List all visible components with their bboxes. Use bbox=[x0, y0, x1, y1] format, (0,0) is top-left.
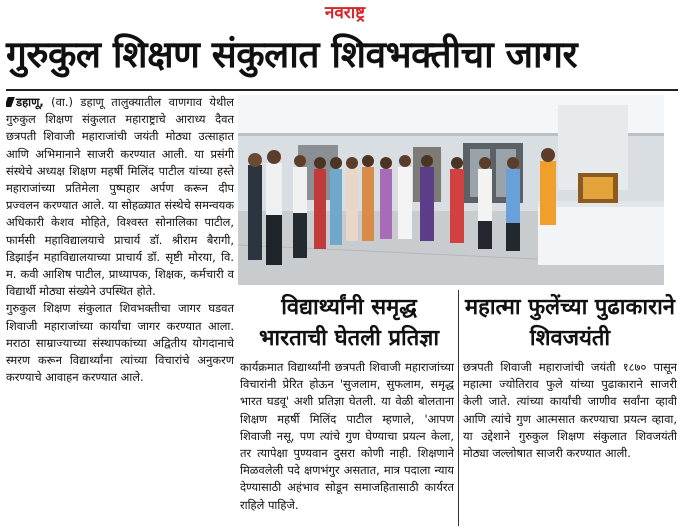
dateline-marker-icon bbox=[6, 97, 15, 107]
story-right-body: छत्रपती शिवाजी महाराजांची जयंती १८७० पासून महात्मा ज्योतिराव फुले यांच्या पुढाकाराने साजरी केली जाते. त्यांच्या कार्यांची जाणीव सर्वांना व्हावी आणि त्यांचे गुण आत्मसात करण्याचा प्रयत्न व्हावा, या उद्देशाने गुरुकुल शिक्षण संकुलात शिवजयंती मोठ्या जल्लोषात साजरी करण्यात आली. bbox=[463, 360, 677, 461]
story-left-para-1 bbox=[6, 94, 234, 300]
story-left bbox=[6, 94, 234, 530]
headline: गुरुकुल शिक्षण संकुलात शिवभक्तीचा जागर bbox=[6, 33, 578, 76]
section-label: नवराष्ट्र bbox=[324, 3, 366, 23]
story-left-lead: (वा.) डहाणू तालुक्यातील वाणगाव येथील गुरुकुल शिक्षण संकुलात महाराष्ट्राचे आराध्य दैवत छत्रपती शिवाजी महाराजांची जयंती मोठ्या उत्साहात आणि अभिमानाने साजरी करण्यात आली. या प्रसंगी संस्थेचे अध्यक्ष शिक्षण महर्षी मिलिंद पाटील यांच्या हस्ते महाराजांच्या प्रतिमेला पुष्पहार अर्पण करून दीप प्रज्वलन करण्यात आले. या सोहळ्यात संस्थेचे समन्वयक अधिकारी केशव मोहिते, विश्वस्त सोनालिका पाटील, फार्मसी महाविद्यालयाचे प्राचार्य डॉ. श्रीराम बैरागी, डिझाईन महाविद्यालयाच्या प्राचार्य डॉ. सृष्टी मोरया, वि. म. कवी आशिष पाटील, प्राध्यापक, शिक्षक, कर्मचारी व विद्यार्थी मोठ्या संख्येने उपस्थित होते. bbox=[6, 95, 234, 299]
event-photo bbox=[238, 95, 664, 285]
column-rule bbox=[458, 290, 459, 526]
story-left-para-2: गुरुकुल शिक्षण संकुलात शिवभक्तीचा जागर घडवत शिवाजी महाराजांच्या कार्यांचा जागर करण्यात आला. मराठा साम्राज्याच्या संस्थापकांच्या अद्वितीय योगदानाचे स्मरण करून विद्यार्थ्यांना त्यांच्या विचारांचे अनुकरण करण्याचे आवाहन करण्यात आले. bbox=[6, 301, 234, 385]
headline-rule bbox=[6, 89, 678, 91]
story-right-title: महात्मा फुलेंच्या पुढाकाराने शिवजयंती bbox=[464, 295, 676, 351]
story-mid-title: विद्यार्थ्यांनी समृद्ध भारताची घेतली प्रतिज्ञा bbox=[258, 295, 440, 351]
event-photo-illustration bbox=[238, 95, 664, 285]
dateline: डहाणू, bbox=[16, 95, 44, 109]
story-mid-body: कार्यक्रमात विद्यार्थ्यांनी छत्रपती शिवाजी महाराजांच्या विचारांनी प्रेरित होऊन 'सुजलाम, सुफलाम, समृद्ध भारत घडवू' अशी प्रतिज्ञा घेतली. या वेळी बोलताना शिक्षण महर्षी मिलिंद पाटील म्हणाले, 'आपण शिवाजी नसू, पण त्यांचे गुण घेण्याचा प्रयत्न केला, तर त्यापेक्षा पुण्यवान दुसरा कोणी नाही. शिक्षणाने मिळवलेली पदे क्षणभंगुर असतात, मात्र पदाला न्याय देण्यासाठी अहंभाव सोडून समाजहितासाठी कार्यरत राहिले पाहिजे. bbox=[240, 360, 454, 512]
